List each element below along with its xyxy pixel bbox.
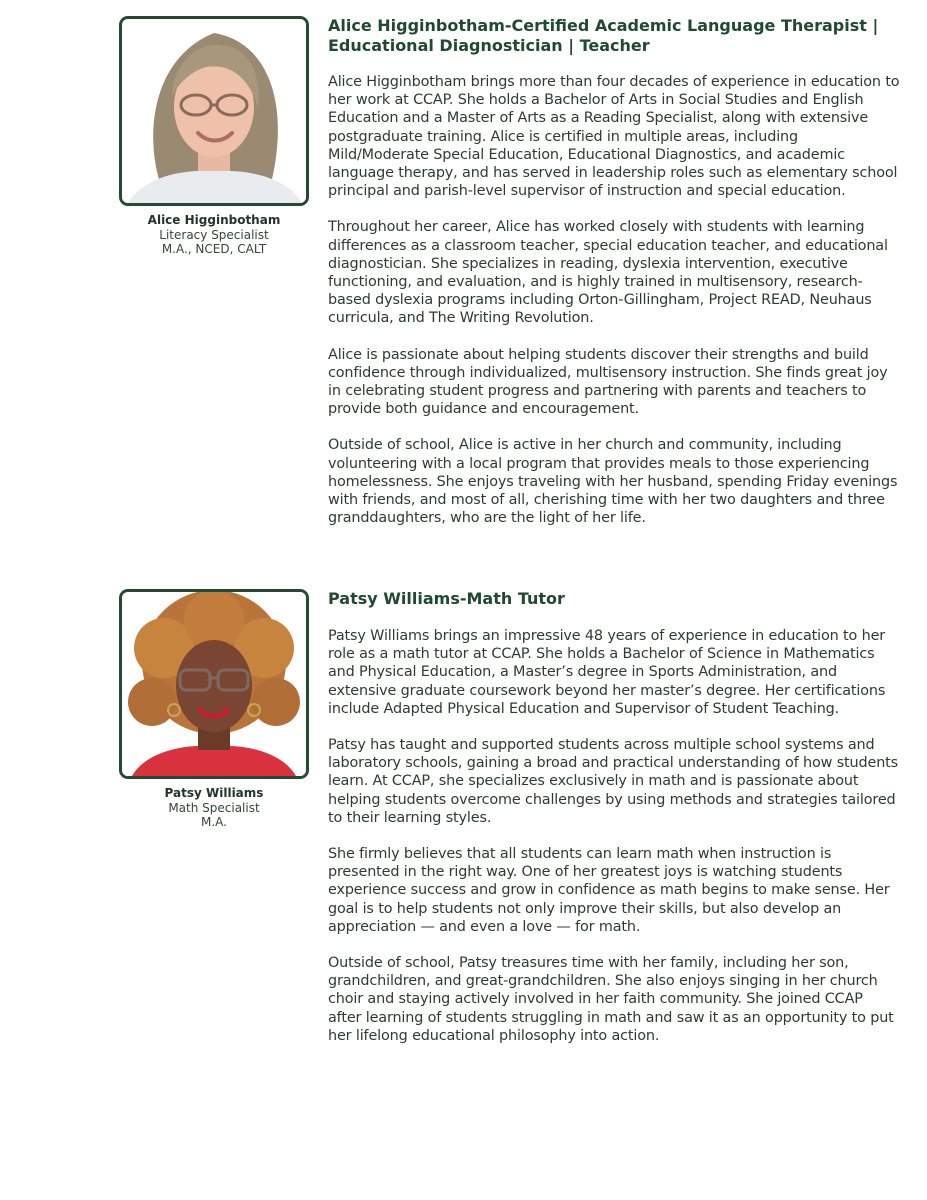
caption-name: Patsy Williams [164,786,264,800]
portrait-patsy-image [122,592,306,776]
bio-paragraph: Outside of school, Patsy treasures time with her family, including her son, grandchildren, and great-grandchildren. She also enjoys singing in her church choir and staying actively involved in her faith community. She joined CCAP after learning of students struggling in math and saw it as an opportunity to put her lifelong educational philosophy into action. [328,955,894,1044]
portrait-alice-image [122,19,306,203]
profile-photo [119,589,309,779]
profile-bio [328,589,900,1045]
caption-role: Literacy Specialist [159,228,269,242]
bio-paragraph: Outside of school, Alice is active in her church and community, including volunteering with a local program that provides meals to those experiencing homelessness. She enjoys traveling with her husband, spending Friday evenings with friends, and most of all, cherishing time with her two daughters and three granddaughters, who are the light of her life. [328,437,898,527]
caption-credentials: M.A. [201,815,227,829]
caption-role: Math Specialist [168,801,260,815]
profile-heading: Alice Higginbotham-Certified Academic Language Therapist | Educational Diagnostician | Teacher [328,16,879,55]
bio-paragraph: Throughout her career, Alice has worked closely with students with learning differences as a classroom teacher, special education teacher, and educational diagnostician. She specializes in reading, dyslexia intervention, executive functioning, and evaluation, and is highly trained in multisensory, research-based dyslexia programs including Orton-Gillingham, Project READ, Neuhaus curricula, and The Writing Revolution. [328,219,888,327]
profile-photo-column [118,16,310,256]
bio-paragraph: Patsy has taught and supported students across multiple school systems and laboratory schools, gaining a broad and practical understanding of how students learn. At CCAP, she specializes exclusively in math and is passionate about helping students overcome challenges by using methods and strategies tailored to their learning styles. [328,737,899,826]
bio-paragraph: Alice is passionate about helping students discover their strengths and build confidence through individualized, multisensory instruction. She finds great joy in celebrating student progress and partnering with parents and teachers to provide both guidance and encouragement. [328,346,888,418]
profile-photo-column [118,589,310,829]
caption-name: Alice Higginbotham [147,213,281,227]
caption-credentials: M.A., NCED, CALT [161,242,267,256]
bio-paragraph: Patsy Williams brings an impressive 48 years of experience in education to her role as a math tutor at CCAP. She holds a Bachelor of Science in Mathematics and Physical Education, a Master’s degree in Sports Administration, and extensive graduate coursework beyond her master’s degree. Her certifications include Adapted Physical Education and Supervisor of Student Teaching. [328,628,886,717]
profile-heading: Patsy Williams-Math Tutor [328,589,565,608]
bio-paragraph: She firmly believes that all students can learn math when instruction is presented in the right way. One of her greatest joys is watching students experience success and grow in confidence as math begins to make sense. Her goal is to help students not only improve their skills, but also develop an appreciation — and even a love — for math. [328,846,890,935]
profile-bio [328,16,900,527]
bio-paragraph: Alice Higginbotham brings more than four decades of experience in education to her work at CCAP. She holds a Bachelor of Arts in Social Studies and English Education and a Master of Arts as a Reading Specialist, along with extensive postgraduate training. Alice is certified in multiple areas, including Mild/Moderate Special Education, Educational Diagnostics, and academic language therapy, and has served in leadership roles such as elementary school principal and parish-level supervisor of instruction and special education. [328,74,900,200]
profile-photo [119,16,309,206]
